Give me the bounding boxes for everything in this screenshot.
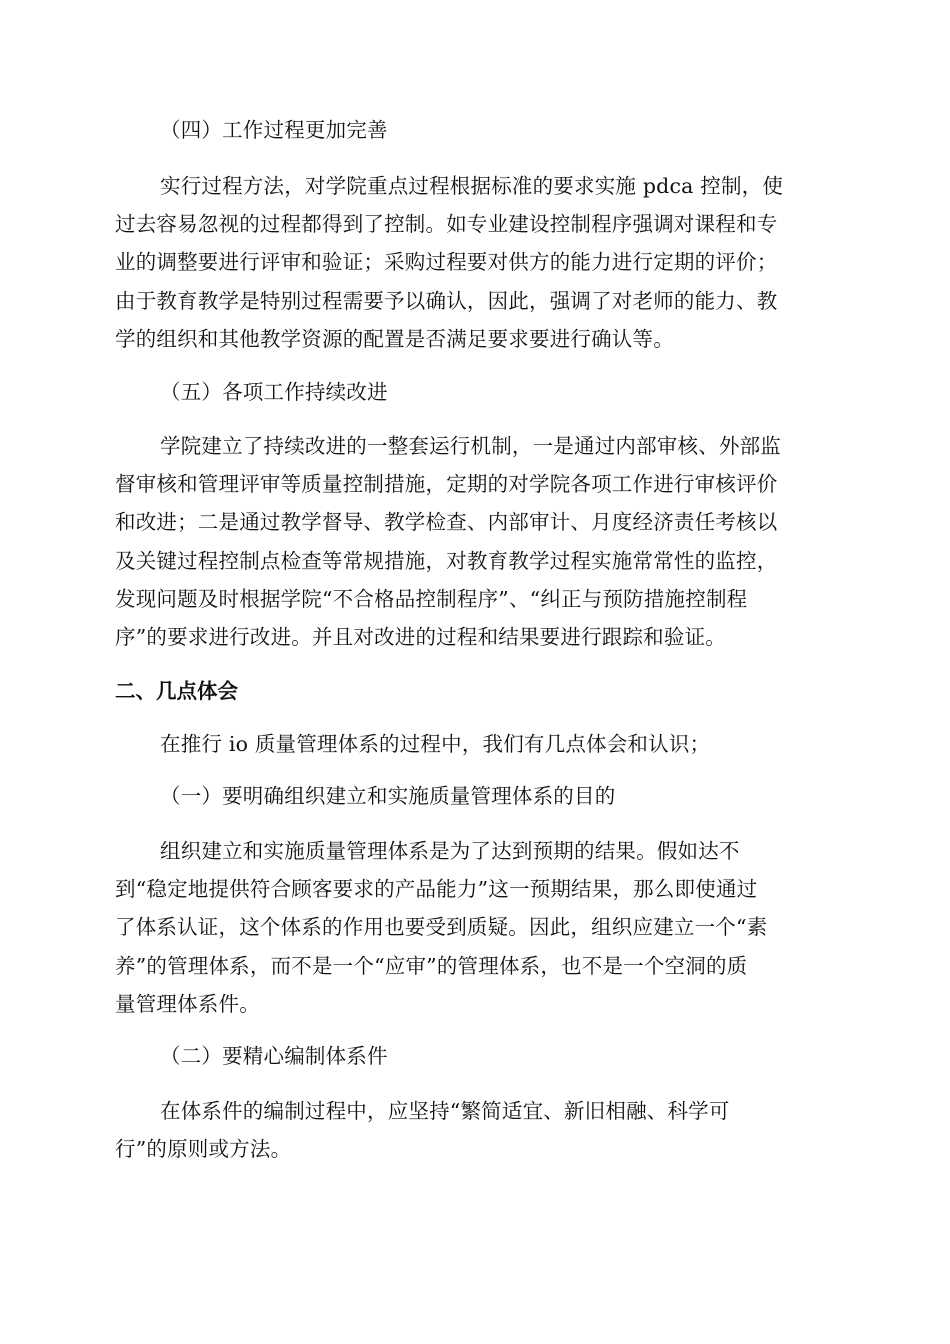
paragraph-line: 发现问题及时根据学院“不合格品控制程序”、“纠正与预防措施控制程	[115, 587, 748, 611]
section-title-4: （四）工作过程更加完善	[160, 118, 388, 142]
paragraph-line: 由于教育教学是特别过程需要予以确认，因此，强调了对老师的能力、教	[115, 289, 778, 313]
paragraph-line: 了体系认证，这个体系的作用也要受到质疑。因此，组织应建立一个“素	[115, 915, 768, 939]
paragraph-line: 在体系件的编制过程中，应坚持“繁简适宜、新旧相融、科学可	[160, 1099, 730, 1123]
paragraph-line: 组织建立和实施质量管理体系是为了达到预期的结果。假如达不	[160, 839, 740, 863]
paragraph-line: 业的调整要进行评审和验证；采购过程要对供方的能力进行定期的评价；	[115, 250, 778, 274]
paragraph-line: 及关键过程控制点检查等常规措施，对教育教学过程实施常常性的监控，	[115, 549, 778, 573]
section-title-5: （五）各项工作持续改进	[160, 380, 388, 404]
paragraph-line: 行”的原则或方法。	[115, 1137, 292, 1161]
paragraph-line: 到“稳定地提供符合顾客要求的产品能力”这一预期结果，那么即使通过	[115, 877, 758, 901]
paragraph-line: 学院建立了持续改进的一整套运行机制，一是通过内部审核、外部监	[160, 434, 781, 458]
paragraph-line: 序”的要求进行改进。并且对改进的过程和结果要进行跟踪和验证。	[115, 625, 726, 649]
paragraph-line: 过去容易忽视的过程都得到了控制。如专业建设控制程序强调对课程和专	[115, 212, 778, 236]
paragraph-line: 养”的管理体系，而不是一个“应审”的管理体系，也不是一个空洞的质	[115, 954, 748, 978]
part-heading-2: 二、几点体会	[115, 679, 238, 703]
paragraph-line: 和改进；二是通过教学督导、教学检查、内部审计、月度经济责任考核以	[115, 510, 778, 534]
intro-line: 在推行 io 质量管理体系的过程中，我们有几点体会和认识；	[160, 732, 711, 756]
paragraph-line: 学的组织和其他教学资源的配置是否满足要求要进行确认等。	[115, 327, 674, 351]
paragraph-line: 督审核和管理评审等质量控制措施，定期的对学院各项工作进行审核评价	[115, 472, 778, 496]
paragraph-line: 实行过程方法，对学院重点过程根据标准的要求实施 pdca 控制，使	[160, 174, 784, 198]
subsection-title-2: （二）要精心编制体系件	[160, 1044, 388, 1068]
paragraph-line: 量管理体系件。	[115, 992, 260, 1016]
subsection-title-1: （一）要明确组织建立和实施质量管理体系的目的	[160, 784, 616, 808]
